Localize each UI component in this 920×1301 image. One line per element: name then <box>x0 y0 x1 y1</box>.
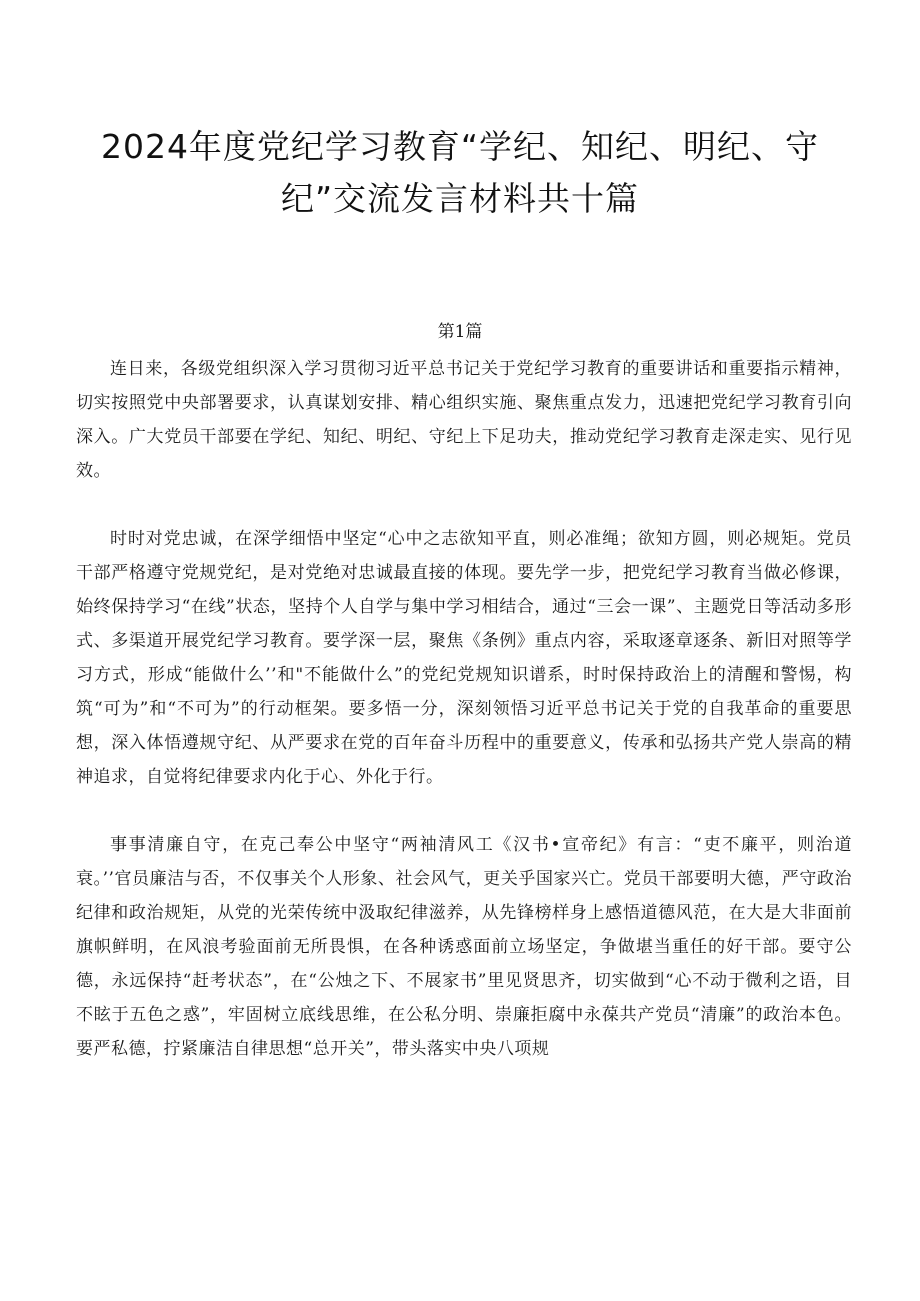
paragraph-2: 时时对党忠诚，在深学细悟中坚定“心中之志欲知平直，则必准绳；欲知方圆，则必规矩。党员干部严格遵守党规党纪，是对党绝对忠诚最直接的体现。要先学一步，把党纪学习教育当做必修课，始终保持学习“在线”状态，坚持个人自学与集中学习相结合，通过“三会一课”、主题党日等活动多形式、多渠道开展党纪学习教育。要学深一层，聚焦《条例》重点内容，采取逐章逐条、新旧对照等学习方式，形成“能做什么’’和"不能做什么”的党纪党规知识谱系，时时保持政治上的清醒和警惕，构筑“可为”和“不可为”的行动框架。要多悟一分，深刻领悟习近平总书记关于党的自我革命的重要思想，深入体悟遵规守纪、从严要求在党的百年奋斗历程中的重要意义，传承和弘扬共产党人崇高的精神追求，自觉将纪律要求内化于心、外化于行。 <box>76 529 852 787</box>
document-body <box>76 352 852 1100</box>
paragraph-1: 连日来，各级党组织深入学习贯彻习近平总书记关于党纪学习教育的重要讲话和重要指示精神，切实按照党中央部署要求，认真谋划安排、精心组织实施、聚焦重点发力，迅速把党纪学习教育引向深入。广大党员干部要在学纪、知纪、明纪、守纪上下足功夫，推动党纪学习教育走深走实、见行见效。 <box>76 359 852 481</box>
section-heading: 第1篇 <box>437 322 483 342</box>
title-line-2: 纪”交流发言材料共十篇 <box>280 179 640 218</box>
title-line-1: 2024年度党纪学习教育“学纪、知纪、明纪、守 <box>100 127 820 166</box>
document-title <box>80 121 840 225</box>
paragraph-3: 事事清廉自守，在克己奉公中坚守“两袖清风工《汉书•宣帝纪》有言：“吏不廉平，则治道衰。’’官员廉洁与否，不仅事关个人形象、社会风气，更关乎国家兴亡。党员干部要明大德，严守政治纪律和政治规矩，从党的光荣传统中汲取纪律滋养，从先锋榜样身上感悟道德风范，在大是大非面前旗帜鲜明，在风浪考验面前无所畏惧，在各种诱惑面前立场坚定，争做堪当重任的好干部。要守公德，永远保持“赶考状态”，在“公烛之下、不展家书”里见贤思齐，切实做到“心不动于微利之语，目不眩于五色之惑”，牢固树立底线思维，在公私分明、崇廉拒腐中永葆共产党员“清廉”的政治本色。要严私德，拧紧廉洁自律思想“总开关”，带头落实中央八项规 <box>76 835 852 1059</box>
